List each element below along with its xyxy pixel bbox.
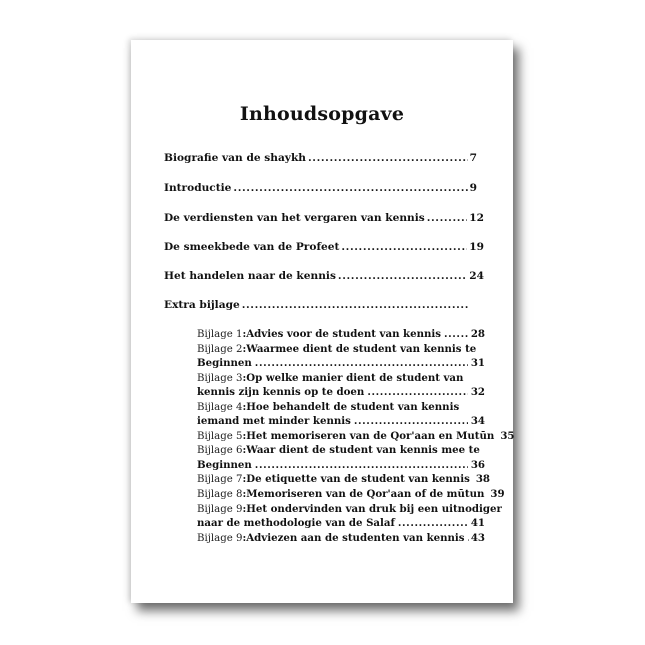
toc-entry-page: 24 — [469, 270, 484, 282]
appendix-entry: Bijlage 3 : Op welke manier dient de student van — [197, 371, 485, 386]
toc-entry — [164, 241, 484, 257]
appendix-prefix: Bijlage 8 — [197, 489, 243, 501]
appendix-page: 38 — [475, 473, 491, 486]
dot-leader — [354, 414, 468, 429]
dot-leader — [338, 270, 467, 282]
toc-entry-label: De verdiensten van het vergaren van kennis — [164, 212, 425, 224]
toc-entry — [164, 212, 484, 228]
dot-leader — [308, 152, 468, 164]
appendix-title: Waar dient de student van kennis mee te — [246, 444, 480, 457]
appendix-title-cont: kennis zijn kennis op te doen — [197, 386, 365, 399]
toc-entry-page: 12 — [469, 212, 484, 224]
appendix-title: Waarmee dient de student van kennis te — [246, 342, 477, 355]
appendix-page: 28 — [470, 328, 485, 340]
appendix-title-cont: naar de methodologie van de Salaf — [197, 517, 395, 530]
toc-entry-page: 9 — [469, 182, 477, 194]
dot-leader — [255, 458, 468, 473]
dot-leader — [367, 385, 467, 400]
appendix-page: 41 — [470, 517, 485, 530]
page-title: Inhoudsopgave — [239, 103, 405, 125]
appendix-page: 32 — [470, 386, 485, 399]
appendix-entry: Bijlage 7 : De etiquette van de student van kennis 38 — [197, 472, 485, 487]
dot-leader — [341, 241, 467, 253]
dot-leader — [242, 299, 469, 311]
appendix-page: 31 — [470, 357, 485, 370]
appendix-title: Advies voor de student van kennis — [246, 328, 441, 340]
appendix-page: 36 — [470, 458, 485, 471]
appendix-title: Op welke manier dient de student van — [246, 371, 464, 384]
toc-entry-extra — [164, 299, 469, 315]
appendix-page: 35 — [500, 429, 515, 442]
appendix-entry-cont — [197, 458, 485, 473]
appendix-prefix: Bijlage 5 — [197, 430, 243, 442]
appendix-entry: Bijlage 5 : Het memoriseren van de Qor'aan en Mutūn 35 — [197, 429, 485, 444]
appendix-title: Het memoriseren van de Qor'aan en Mutūn — [246, 429, 495, 442]
appendix-page: 34 — [470, 415, 485, 428]
appendix-entry-cont — [197, 414, 485, 429]
appendix-title: De etiquette van de student van kennis — [246, 473, 470, 486]
dot-leader — [233, 182, 467, 194]
appendix-entry: Bijlage 2 : Waarmee dient de student van kennis te — [197, 342, 485, 357]
toc-entry-label: Biografie van de shaykh — [164, 152, 307, 164]
toc-entry-label: De smeekbede van de Profeet — [164, 241, 340, 253]
appendix-entry: Bijlage 4 : Hoe behandelt de student van kennis — [197, 400, 485, 415]
dot-leader — [398, 516, 468, 531]
toc-entry-label: Extra bijlage — [164, 299, 240, 311]
appendix-entry: Bijlage 9 : Het ondervinden van druk bij een uitnodiger — [197, 502, 485, 517]
dot-leader — [427, 212, 468, 224]
toc-entry — [164, 182, 484, 198]
appendix-page: 39 — [490, 488, 505, 501]
appendix-prefix: Bijlage 2 — [197, 343, 243, 355]
appendix-prefix: Bijlage 6 — [197, 445, 243, 457]
appendix-title: Hoe behandelt de student van kennis — [246, 400, 460, 413]
appendix-prefix: Bijlage 3 — [197, 372, 243, 384]
appendix-entry: Bijlage 6 : Waar dient de student van kennis mee te — [197, 443, 485, 458]
toc-entry-label: Introductie — [164, 182, 232, 194]
appendix-page: 43 — [470, 531, 485, 544]
appendix-prefix: Bijlage 1 — [197, 329, 243, 340]
appendix-title: Memoriseren van de Qor'aan of de mūtun — [246, 488, 485, 501]
appendix-entry-cont — [197, 516, 485, 531]
appendix-title-cont: Beginnen — [197, 357, 252, 370]
appendix-title: Adviezen aan de studenten van kennis — [246, 531, 465, 544]
appendix-prefix: Bijlage 9 — [197, 532, 243, 544]
toc-entry — [164, 152, 484, 168]
appendix-entry: Bijlage 9 : Adviezen aan de studenten van kennis ..... 43 — [197, 531, 485, 546]
appendix-title-cont: iemand met minder kennis — [197, 415, 351, 428]
appendix-entry-cont — [197, 385, 485, 400]
appendix-prefix: Bijlage 7 — [197, 474, 243, 486]
appendix-entry: Bijlage 8 : Memoriseren van de Qor'aan of de mūtun 39 — [197, 487, 485, 502]
dot-leader — [255, 356, 468, 371]
appendix-entry: Bijlage 1 : Advies voor de student van kennis ..... 28 — [197, 327, 485, 342]
appendix-entry-cont — [197, 356, 485, 371]
appendix-prefix: Bijlage 9 — [197, 503, 243, 515]
document-page — [131, 40, 513, 603]
dot-leader — [444, 327, 468, 342]
appendix-prefix: Bijlage 4 — [197, 401, 243, 413]
appendix-title: Het ondervinden van druk bij een uitnodiger — [246, 502, 502, 515]
appendix-title-cont: Beginnen — [197, 458, 252, 471]
toc-entry-page: 7 — [469, 152, 477, 164]
appendix-list — [197, 327, 515, 545]
toc-entry-page: 19 — [469, 241, 484, 253]
toc-entry — [164, 270, 484, 286]
toc-entry-label: Het handelen naar de kennis — [164, 270, 336, 282]
